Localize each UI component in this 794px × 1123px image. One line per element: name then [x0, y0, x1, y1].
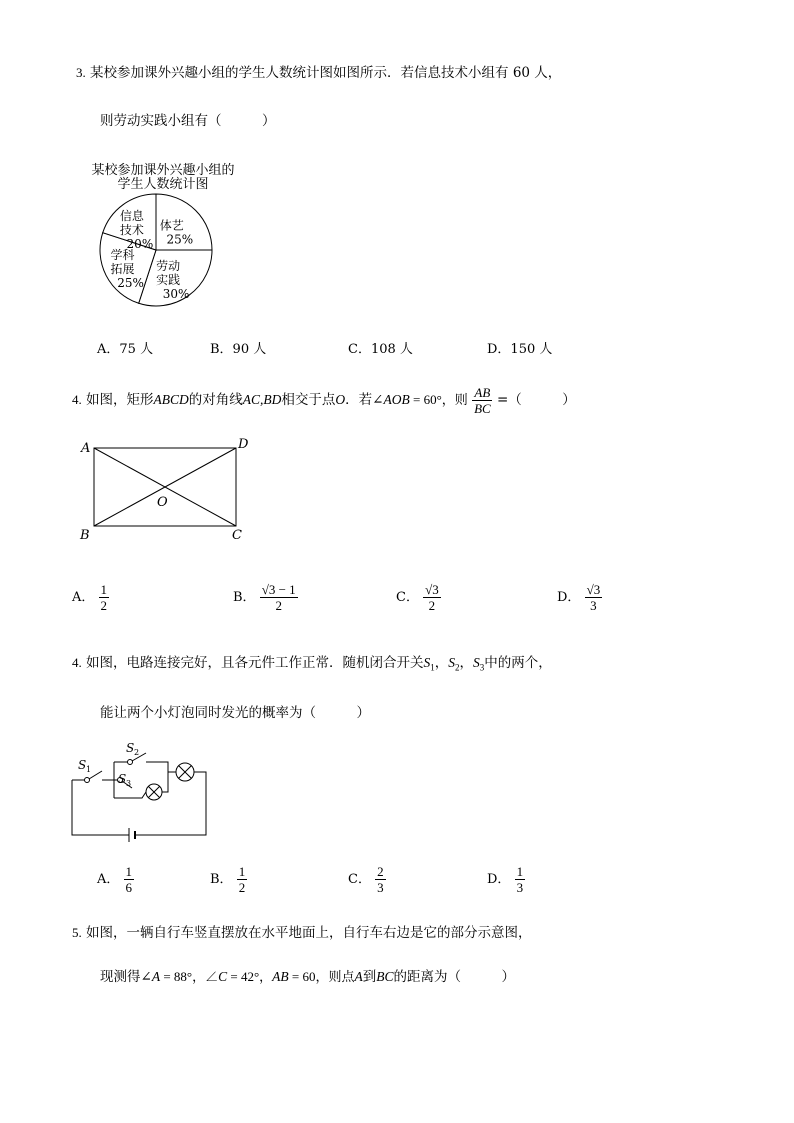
fraction-denominator: 2 — [100, 598, 108, 613]
pie-slice-percent: 25% — [166, 232, 194, 247]
wire — [162, 772, 168, 792]
wire — [72, 780, 126, 835]
point-o: O — [335, 392, 346, 407]
option-fraction — [99, 582, 110, 613]
wire — [146, 762, 176, 772]
question-number: 4. — [72, 392, 82, 407]
angle-a-value: = 88°，∠ — [160, 969, 219, 984]
text: 现测得∠ — [100, 969, 152, 985]
pie-chart — [60, 155, 260, 310]
fraction-denominator: 2 — [238, 880, 246, 895]
option-label: D． — [487, 872, 511, 887]
option-a[interactable] — [72, 582, 109, 613]
pie-slice-label: 信息 — [119, 209, 144, 224]
fraction-denominator: 3 — [590, 598, 597, 613]
angle: AOB — [383, 392, 410, 407]
wire — [138, 772, 206, 835]
pie-slice-label: 拓展 — [110, 261, 135, 276]
chart-title-line2: 学生人数统计图 — [117, 177, 209, 192]
question-number: 5. — [72, 925, 82, 940]
ratio-fraction — [472, 385, 493, 416]
text: 如图，矩形 — [86, 392, 154, 408]
question-3-line2: 则劳动实践小组有（ ） — [100, 113, 276, 129]
segment-ab-value: = 60，则点 — [288, 969, 355, 984]
text: 相交于点 — [281, 392, 336, 408]
option-b[interactable] — [233, 582, 298, 613]
text: 中的两个， — [484, 655, 552, 671]
option-label: C． — [348, 872, 371, 887]
pie-slice-label: 实践 — [156, 272, 181, 287]
diagonals: AC,BD — [242, 392, 282, 407]
question-4b-line2: 能让两个小灯泡同时发光的概率为（ ） — [100, 705, 370, 721]
label-a: A — [81, 441, 91, 456]
label-s1: S — [78, 758, 87, 772]
fraction-denominator: 2 — [275, 598, 282, 613]
option-c[interactable] — [396, 582, 441, 613]
label-o: O — [157, 495, 168, 510]
question-number: 3. — [76, 65, 86, 80]
pie-slice-percent: 30% — [162, 286, 190, 301]
rect-name: ABCD — [153, 392, 189, 407]
fraction-numerator: 1 — [125, 864, 133, 879]
option-b[interactable]: B．90 人 — [210, 342, 267, 357]
fraction-numerator: 2 — [377, 864, 384, 879]
label-b: B — [80, 528, 90, 543]
pie-slice-percent: 20% — [126, 237, 154, 252]
switch-s1: S — [423, 655, 431, 670]
option-fraction — [585, 582, 603, 613]
fraction-denominator: 6 — [125, 880, 133, 895]
angle-value: = 60°，则 — [409, 392, 468, 407]
option-label: B． — [210, 872, 233, 887]
fraction-denominator: 2 — [428, 598, 436, 613]
pie-slice-label: 技术 — [119, 223, 144, 238]
segment-ab: AB — [272, 969, 289, 984]
pie-slice-percent: 25% — [117, 275, 144, 290]
question-5 — [72, 924, 532, 942]
option-fraction — [423, 582, 441, 613]
fraction-numerator: 1 — [516, 864, 524, 879]
pie-slice-label: 体艺 — [159, 218, 184, 233]
option-a[interactable]: A．75 人 — [97, 342, 154, 357]
question-5-line2 — [100, 968, 515, 986]
label-c: C — [232, 528, 242, 543]
option-d[interactable] — [487, 864, 525, 895]
question-3 — [76, 64, 561, 82]
text: 的对角线 — [188, 392, 243, 408]
question-number: 4. — [72, 655, 82, 670]
switch-s3: S — [473, 655, 480, 670]
fraction-numerator: √3 — [425, 582, 439, 597]
option-fraction — [515, 864, 526, 895]
option-label: B． — [233, 590, 256, 605]
question-text: 如图，一辆自行车竖直摆放在水平地面上，自行车右边是它的部分示意图， — [86, 925, 532, 941]
option-label: D． — [557, 590, 581, 605]
option-label: A． — [72, 590, 95, 605]
question-4b: 4. 如图，电路连接完好，且各元件工作正常．随机闭合开关$S_1$，$S_2$，$S_3$中的两个， — [72, 655, 552, 673]
text: =（ ） — [492, 392, 576, 408]
switch-s2-contact — [128, 760, 133, 765]
chart-title-line1: 某校参加课外兴趣小组的 — [91, 163, 235, 178]
label-s1-sub: 1 — [86, 765, 92, 774]
option-fraction — [124, 864, 135, 895]
label-s3: S — [118, 772, 127, 786]
wire — [136, 792, 146, 798]
option-label: C． — [396, 590, 419, 605]
option-d[interactable] — [557, 582, 602, 613]
fraction-denominator: BC — [474, 401, 491, 416]
option-fraction — [260, 582, 298, 613]
subscript: 1 — [430, 662, 435, 673]
option-b[interactable] — [210, 864, 247, 895]
option-c[interactable]: C．108 人 — [348, 342, 413, 357]
pie-slice-label: 劳动 — [156, 258, 181, 273]
fraction-denominator: 3 — [516, 880, 524, 895]
fraction-numerator: AB — [474, 385, 491, 400]
text: 到 — [362, 969, 377, 985]
circuit-diagram — [60, 738, 220, 843]
label-s3-sub: 3 — [126, 779, 132, 788]
angle-c-value: = 42°， — [227, 969, 273, 984]
text: ．若∠ — [345, 392, 384, 408]
fraction-numerator: 1 — [238, 864, 246, 879]
point-a: A — [354, 969, 363, 984]
option-c[interactable] — [348, 864, 386, 895]
text: 如图，电路连接完好，且各元件工作正常．随机闭合开关 — [86, 655, 424, 671]
subscript: 3 — [479, 662, 485, 673]
rectangle-figure — [72, 432, 262, 547]
switch-s2: S — [448, 655, 456, 670]
option-fraction — [237, 864, 248, 895]
switch-s1-contact — [85, 778, 90, 783]
subscript: 2 — [455, 662, 460, 673]
question-text: 某校参加课外兴趣小组的学生人数统计图如图所示．若信息技术小组有 60 人， — [90, 65, 562, 81]
fraction-numerator: √3 — [586, 582, 601, 597]
pie-slice-label: 学科 — [110, 247, 135, 262]
option-d[interactable]: D．150 人 — [487, 342, 553, 357]
option-a[interactable] — [97, 864, 134, 895]
question-4a — [72, 385, 576, 416]
fraction-numerator: 1 — [100, 582, 108, 597]
option-label: A． — [97, 872, 120, 887]
option-fraction — [375, 864, 386, 895]
segment-bc: BC — [376, 969, 394, 984]
label-d: D — [238, 437, 249, 452]
label-s2: S — [126, 741, 135, 755]
label-s2-sub: 2 — [134, 748, 140, 757]
text: 的距离为（ ） — [393, 969, 515, 985]
fraction-numerator: √3 − 1 — [261, 582, 296, 597]
angle-a: A — [151, 969, 161, 984]
fraction-denominator: 3 — [377, 880, 384, 895]
angle-c: C — [218, 969, 228, 984]
